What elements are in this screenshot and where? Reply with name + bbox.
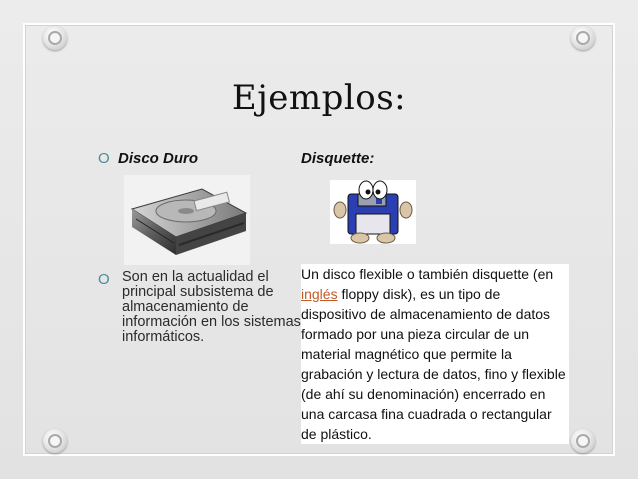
corner-rivet-icon bbox=[571, 26, 595, 50]
hard-drive-description: Son en la actualidad el principal subsistema de almacenamiento de información en los sistemas informáticos. bbox=[122, 269, 301, 345]
floppy-description bbox=[301, 264, 569, 444]
corner-rivet-icon bbox=[571, 429, 595, 453]
corner-rivet-icon bbox=[43, 429, 67, 453]
ingles-link[interactable]: inglés bbox=[301, 286, 338, 302]
heading-disquette: Disquette: bbox=[301, 150, 375, 167]
corner-rivet-icon bbox=[43, 26, 67, 50]
hard-drive-image bbox=[124, 175, 250, 265]
floppy-text-part: floppy disk), es un tipo de dispositivo de almacenamiento de datos formado por una pieza circular de un material magnético que permite la grabación y lectura de datos, fino y flexible (de ahí su denominación) encerrado en una carcasa fina cuadrada o rectangular de plástico. bbox=[301, 286, 566, 442]
floppy-text-part: Un disco flexible o también disquette (en bbox=[301, 266, 554, 282]
bullet-icon: O bbox=[98, 150, 110, 167]
heading-disco-duro: Disco Duro bbox=[118, 150, 199, 167]
floppy-disk-image bbox=[330, 180, 416, 244]
slide-title: Ejemplos: bbox=[231, 78, 407, 118]
bullet-icon: O bbox=[98, 271, 110, 288]
